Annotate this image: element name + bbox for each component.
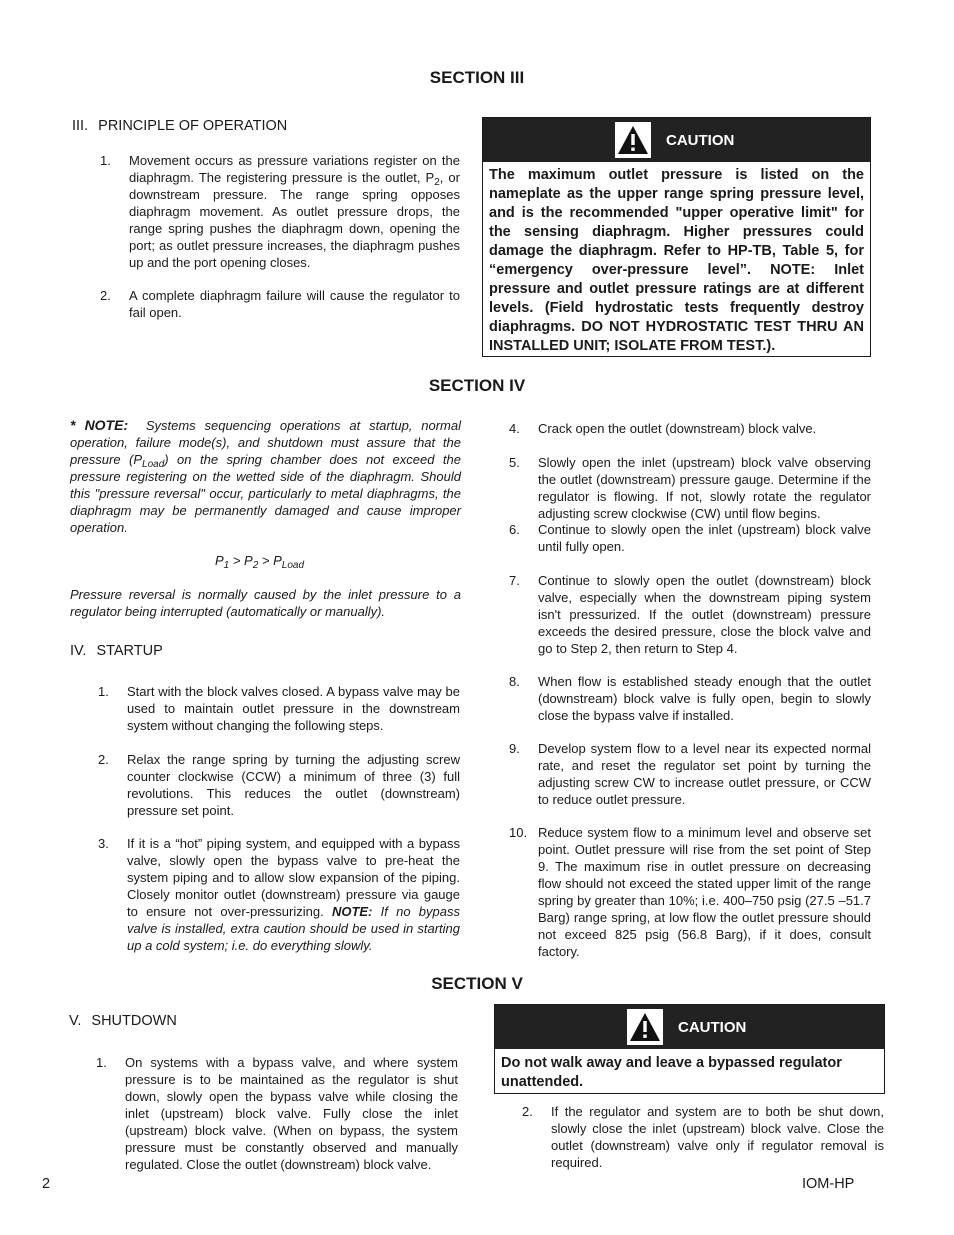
pressure-formula: $P_1 > P_2 > P_{Load}$ [215, 553, 305, 571]
list-item: 5. Slowly open the inlet (upstream) block valve observing the outlet (downstream) pressure gauge. Determine if the regulator is flowing. If not, slowly rotate the regulator adjusting screw clockwise (CW) until flow begins. [509, 455, 871, 521]
list-item: 3. If it is a “hot” piping system, and equipped with a bypass valve, slowly open the bypass valve to pre-heat the system piping and to allow slow expansion of the piping. Closely monitor outlet (downstream) pressure via gauge to ensure not over-pressurizing. NOTE: If no bypass valve is installed, extra caution should be used in starting up a cold system; i.e. do everything slowly. [98, 836, 460, 953]
caution-header [495, 1005, 884, 1049]
caution-text: Do not walk away and leave a bypassed regulator unattended. [501, 1055, 842, 1090]
section-v-title: SECTION V [431, 974, 523, 993]
list-item: 2. Relax the range spring by turning the adjusting screw counter clockwise (CCW) a minimum of three (3) full revolutions. This reduces the outlet (downstream) pressure set point. [98, 752, 460, 818]
page-number: 2 [42, 1176, 51, 1192]
pressure-reversal-note: * NOTE: Systems sequencing operations at startup, normal operation, failure mode(s), and shutdown must assure that the pressure $(P_{Load})$ on the spring chamber does not exceed the pressure registering on the wetted side of the diaphragm. Should this "pressure reversal" occur, particularly to metal diaphragms, the diaphragm may be permanently damaged and cause improper operation. [70, 417, 461, 535]
section-iv-heading: IV. STARTUP [70, 643, 163, 659]
list-item: 2. A complete diaphragm failure will cause the regulator to fail open. [100, 288, 460, 320]
list-item: 1. Movement occurs as pressure variations register on the diaphragm. The registering pressure is the outlet, $P_2$, or downstream pressure. The range spring opposes diaphragm movement. As outlet pressure drops, the range spring pushes the diaphragm down, opening the port; as outlet pressure increases, the diaphragm pushes up and the port opening closes. [100, 153, 460, 270]
section-iii-title: SECTION III [429, 68, 525, 87]
caution-text: The maximum outlet pressure is listed on the nameplate as the upper range spring pressure level, and is the recommended "upper operative limit" for the sensing diaphragm. Higher pressures could damage the diaphragm. Refer to HP-TB, Table 5, for “emergency over-pressure level”. NOTE: Inlet pressure and outlet pressure ratings are at different levels. (Field hydrostatic tests frequently destroy diaphragms. DO NOT HYDROSTATIC TEST THRU AN INSTALLED UNIT; ISOLATE FROM TEST.). [489, 167, 864, 354]
caution-label: CAUTION [666, 132, 735, 149]
list-item: 7. Continue to slowly open the outlet (downstream) block valve, especially when the downstream piping system isn't pressurized. If the outlet (downstream) pressure exceeds the desired pressure, close the block valve and go to Step 2, then return to Step 4. [509, 573, 871, 656]
list-item: 6. Continue to slowly open the inlet (upstream) block valve until fully open. [509, 522, 871, 554]
warning-icon [627, 1009, 663, 1045]
list-item: 1. On systems with a bypass valve, and where system pressure is to be maintained as the regulator is shut down, slowly open the bypass valve while closing the inlet (upstream) block valve. Fully close the inlet (upstream) block valve. (When on bypass, the system pressure must be constantly observed and manually regulated. Close the outlet (downstream) block valve. [96, 1055, 458, 1172]
warning-icon [615, 122, 651, 158]
list-item: 4. Crack open the outlet (downstream) block valve. [509, 421, 817, 436]
caution-label: CAUTION [678, 1019, 747, 1036]
caution-header [483, 118, 870, 162]
section-v-heading: V. SHUTDOWN [69, 1013, 177, 1029]
list-item: 1. Start with the block valves closed. A bypass valve may be used to maintain outlet pressure in the downstream system without changing the following steps. [98, 684, 460, 733]
document-code: IOM-HP [802, 1176, 855, 1192]
section-iv-title: SECTION IV [428, 376, 526, 395]
list-item: 10. Reduce system flow to a minimum level and observe set point. Outlet pressure will rise from the set point of Step 9. The maximum rise in outlet pressure on decreasing flow should not exceed the stated upper limit of the range spring by greater than 10%; i.e. 400–750 psig (27.5 –51.7 Barg) range spring, at low flow the outlet pressure should not exceed 825 psig (56.8 Barg), if it does, consult factory. [509, 825, 871, 959]
list-item: 2. If the regulator and system are to both be shut down, slowly close the inlet (upstream) block valve. Close the outlet (downstream) valve only if regulator removal is required. [522, 1104, 884, 1170]
section-iii-heading: III. PRINCIPLE OF OPERATION [72, 118, 288, 134]
list-item: 8. When flow is established steady enough that the outlet (downstream) block valve is fully open, begin to slowly close the bypass valve if installed. [509, 674, 871, 723]
list-item: 9. Develop system flow to a level near its expected normal rate, and reset the regulator set point by turning the adjusting screw CW to increase outlet pressure, or CCW to reduce outlet pressure. [509, 741, 871, 807]
pressure-reversal-text: Pressure reversal is normally caused by the inlet pressure to a regulator being interrupted (automatically or manually). [70, 587, 461, 619]
caution-box-max-outlet [482, 117, 871, 357]
caution-box-bypass [494, 1004, 885, 1094]
